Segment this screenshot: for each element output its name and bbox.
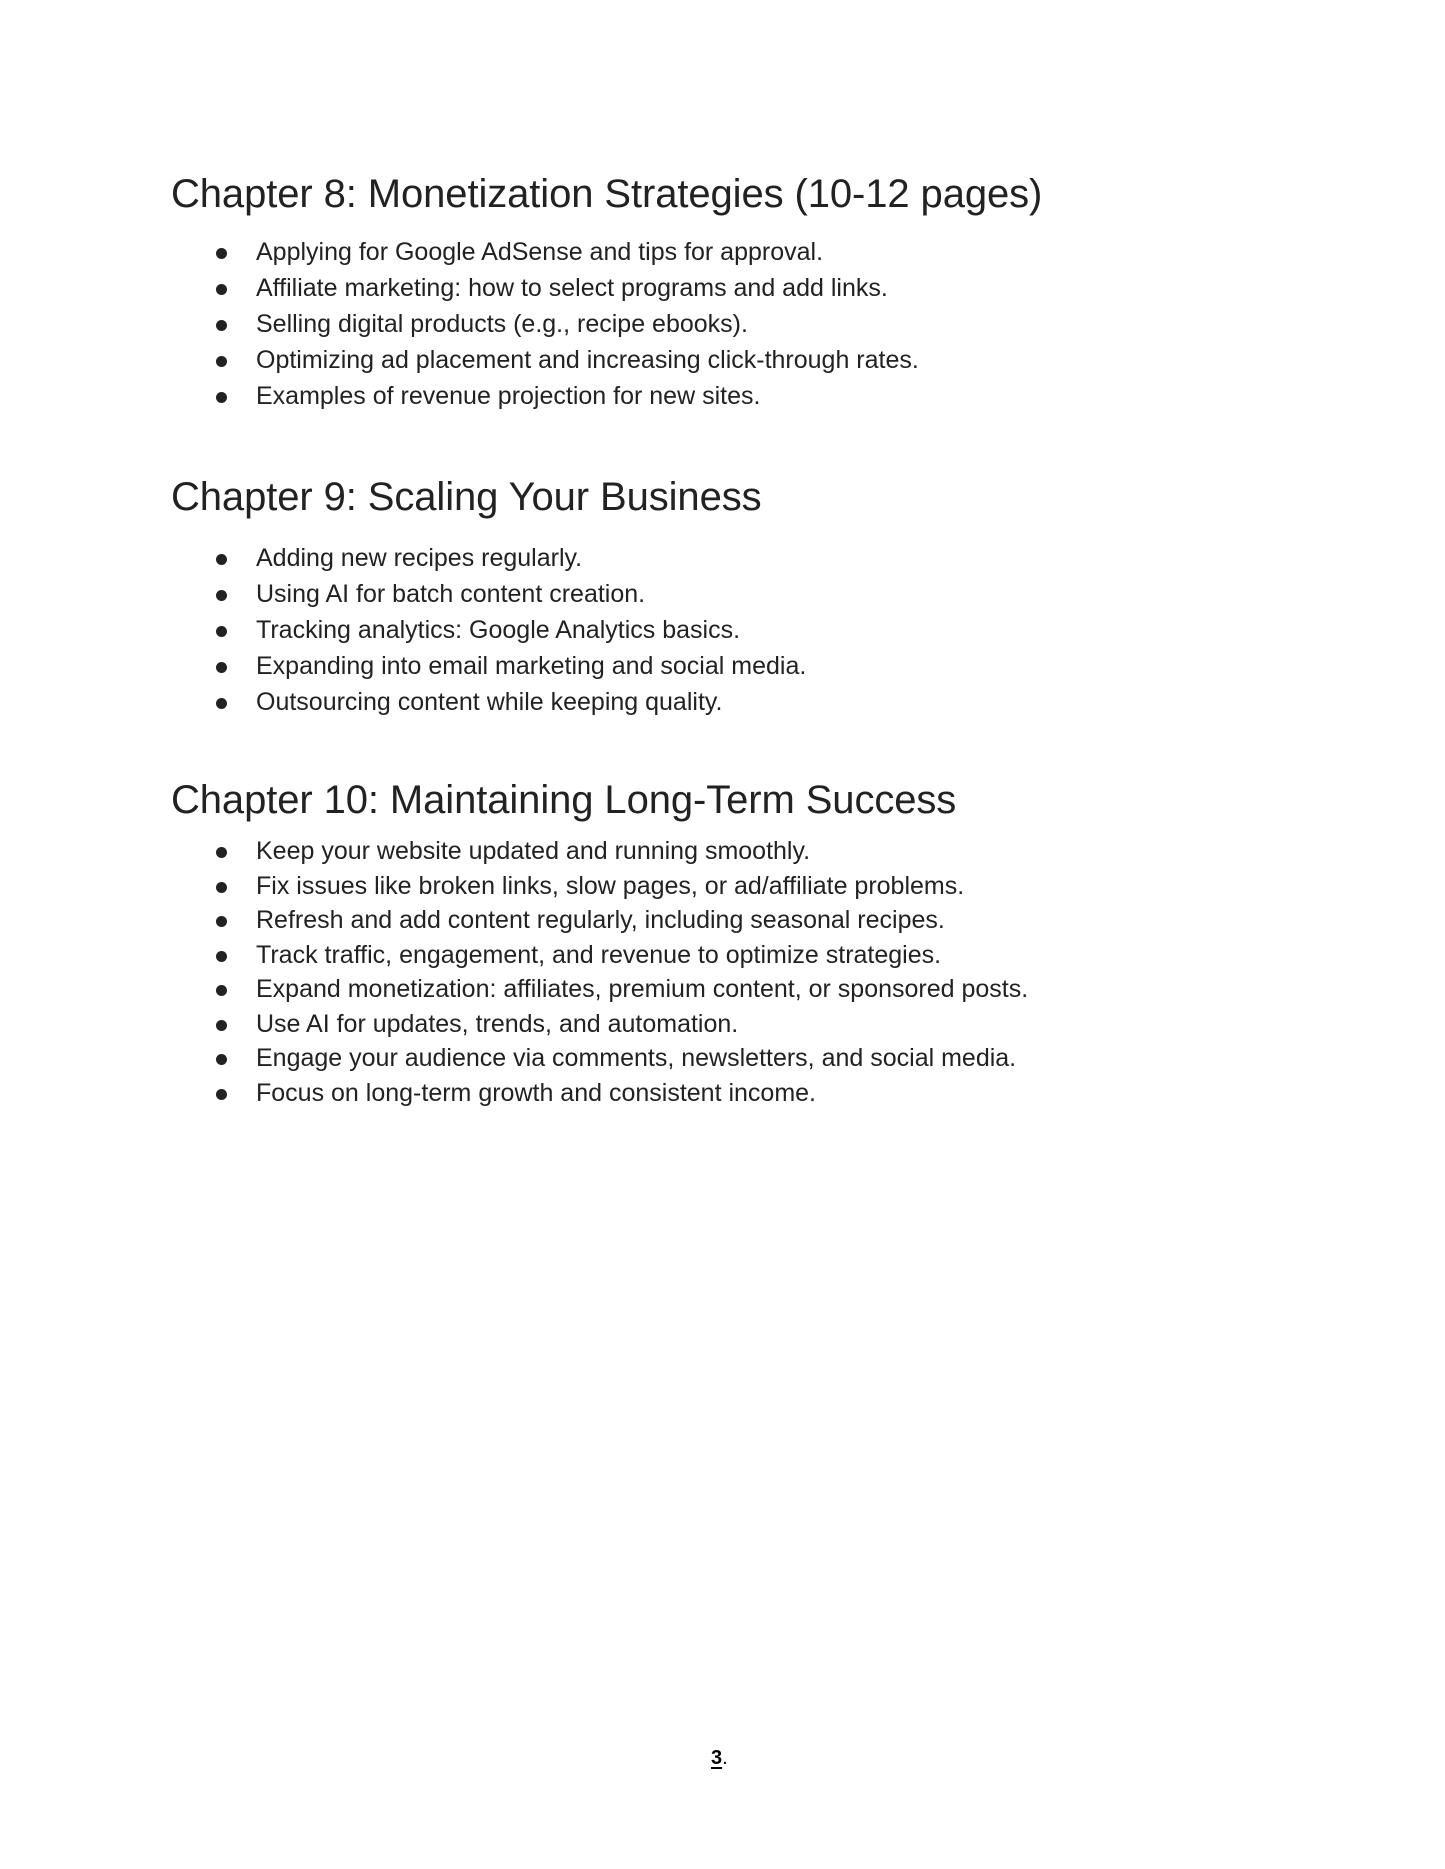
- bullet-icon: [216, 284, 227, 295]
- bullet-icon: [216, 626, 227, 637]
- chapter-8-list: [212, 234, 919, 414]
- list-item-text: Refresh and add content regularly, including seasonal recipes.: [256, 906, 945, 934]
- list-item-text: Fix issues like broken links, slow pages, or ad/affiliate problems.: [256, 871, 965, 900]
- list-item: [212, 576, 806, 612]
- bullet-icon: [216, 1054, 227, 1065]
- bullet-icon: [216, 847, 227, 858]
- list-item: [212, 1007, 1028, 1042]
- bullet-icon: [216, 320, 227, 331]
- bullet-icon: [216, 951, 227, 962]
- bullet-icon: [216, 392, 227, 403]
- list-item: [212, 684, 806, 720]
- bullet-icon: [216, 916, 227, 927]
- list-item-text: Selling digital products (e.g., recipe ebooks).: [256, 310, 748, 338]
- list-item: [212, 1041, 1028, 1076]
- bullet-icon: [216, 1020, 227, 1031]
- list-item-text: Using AI for batch content creation.: [256, 580, 646, 608]
- bullet-icon: [216, 356, 227, 367]
- bullet-icon: [216, 248, 227, 259]
- bullet-icon: [216, 1089, 227, 1100]
- page-number: [711, 1745, 728, 1771]
- bullet-icon: [216, 554, 227, 565]
- list-item: [212, 938, 1028, 973]
- list-item-text: Keep your website updated and running smoothly.: [256, 837, 811, 865]
- bullet-icon: [216, 882, 227, 893]
- list-item: [212, 1076, 1028, 1111]
- list-item-text: Optimizing ad placement and increasing click-through rates.: [256, 346, 919, 374]
- list-item-text: Adding new recipes regularly.: [256, 544, 583, 572]
- chapter-8-heading: Chapter 8: Monetization Strategies (10-12 pages): [171, 172, 1043, 216]
- chapter-9-list: [212, 540, 806, 720]
- list-item: [212, 378, 919, 414]
- page-number-suffix: .: [722, 1747, 728, 1769]
- list-item: [212, 270, 919, 306]
- list-item: [212, 834, 1028, 869]
- chapter-9-heading: Chapter 9: Scaling Your Business: [171, 475, 762, 519]
- page-number-value: 3: [711, 1747, 723, 1769]
- list-item-text: Engage your audience via comments, newsletters, and social media.: [256, 1044, 1017, 1072]
- list-item: [212, 612, 806, 648]
- list-item: [212, 869, 1028, 904]
- chapter-10-list: [212, 834, 1028, 1110]
- bullet-icon: [216, 662, 227, 673]
- list-item-text: Outsourcing content while keeping quality.: [256, 688, 723, 716]
- list-item: [212, 903, 1028, 938]
- list-item: [212, 342, 919, 378]
- list-item-text: Expand monetization: affiliates, premium content, or sponsored posts.: [256, 975, 1029, 1003]
- list-item-text: Expanding into email marketing and social media.: [256, 652, 807, 680]
- list-item: [212, 972, 1028, 1007]
- list-item-text: Affiliate marketing: how to select programs and add links.: [256, 274, 888, 302]
- list-item: [212, 234, 919, 270]
- bullet-icon: [216, 698, 227, 709]
- list-item-text: Track traffic, engagement, and revenue to optimize strategies.: [256, 940, 942, 969]
- list-item: [212, 306, 919, 342]
- list-item-text: Tracking analytics: Google Analytics basics.: [256, 616, 741, 644]
- list-item: [212, 648, 806, 684]
- list-item-text: Use AI for updates, trends, and automation.: [256, 1009, 739, 1038]
- bullet-icon: [216, 590, 227, 601]
- list-item: [212, 540, 806, 576]
- list-item-text: Examples of revenue projection for new sites.: [256, 382, 761, 410]
- bullet-icon: [216, 985, 227, 996]
- list-item-text: Applying for Google AdSense and tips for approval.: [256, 238, 824, 266]
- chapter-10-heading: Chapter 10: Maintaining Long-Term Success: [171, 778, 957, 822]
- list-item-text: Focus on long-term growth and consistent income.: [256, 1078, 816, 1107]
